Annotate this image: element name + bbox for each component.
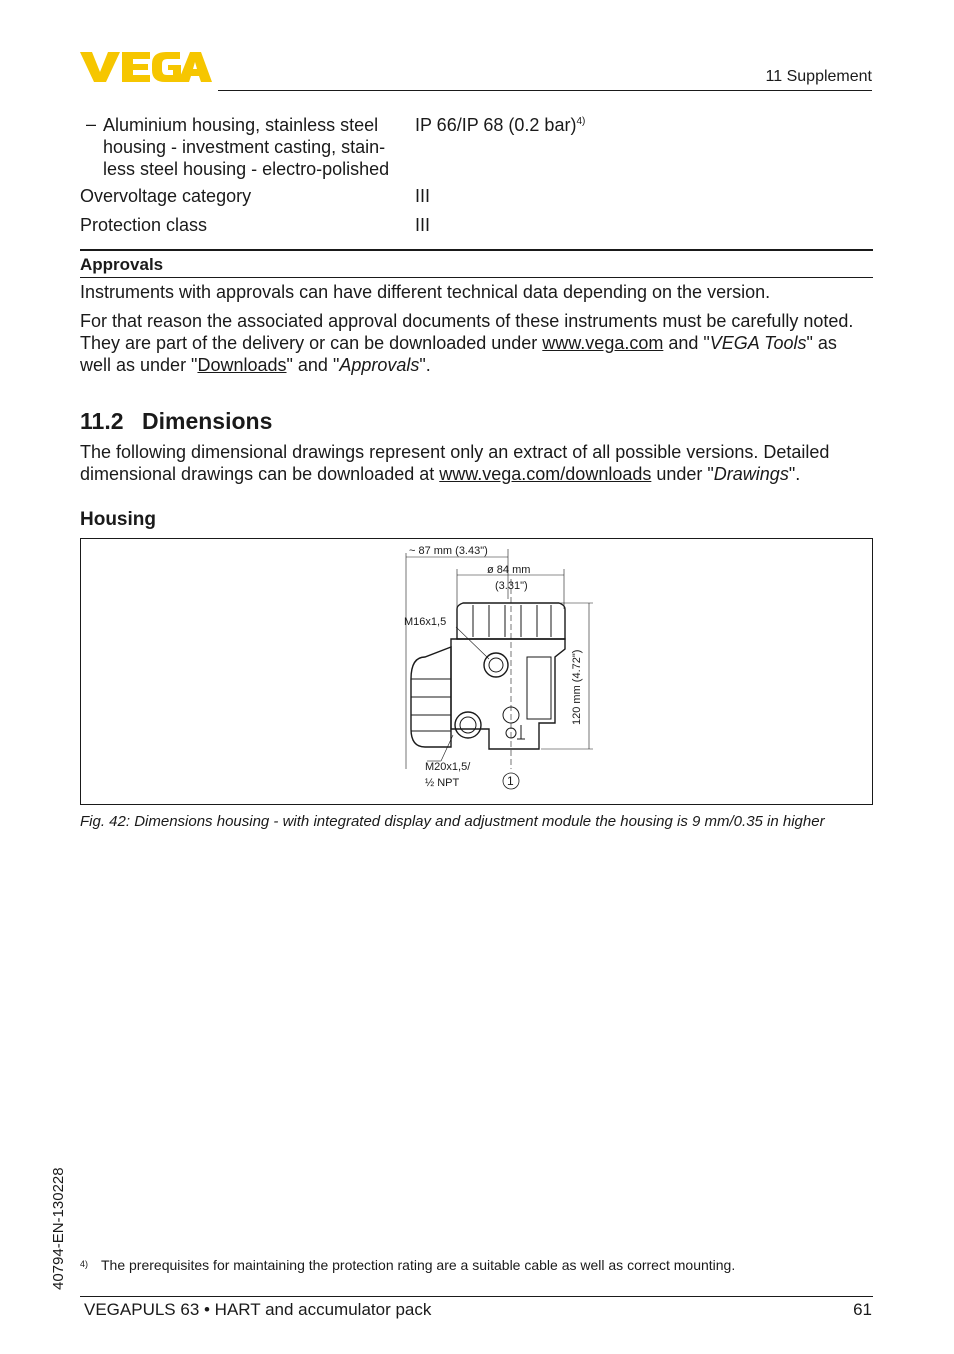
figure-caption: Fig. 42: Dimensions housing - with integrated display and adjustment module the housing is 9 mm/0.35 in higher [80,813,825,830]
footer-title: VEGAPULS 63 • HART and accumulator pack [84,1300,432,1319]
dim-height-label: 120 mm (4.72") [571,649,583,725]
spec-protection-label: Protection class [80,215,208,235]
thread-top-label: M16x1,5 [404,616,447,628]
thread-bottom-label: M20x1,5/ [425,761,471,773]
section-title: 11.2 Dimensions [80,408,273,434]
document-id: 40794-EN-130228 [50,1167,67,1290]
footnote-ref[interactable]: 4) [576,116,586,127]
spec-overvoltage-label: Overvoltage category [80,186,252,206]
page-number: 61 [853,1300,872,1319]
footnote-text: The prerequisites for maintaining the protection rating are a suitable cable as well as correct mounting. [101,1257,736,1273]
dim-diameter-label: ø 84 mm [487,564,531,576]
housing-drawing-frame [80,538,873,805]
spec-protection-value: III [415,215,431,235]
approvals-rule [80,277,873,278]
spec-overvoltage-value: III [415,186,431,206]
spec-housing-label: Aluminium housing, stainless steel housing - investment casting, stain-less steel housing - electro-polished [103,115,390,179]
callout-number: 1 [507,774,514,788]
thread-bottom-npt-label: ½ NPT [425,777,460,789]
list-dash: – [86,114,97,134]
dim-width-label: ~ 87 mm (3.43") [409,545,488,557]
approvals-heading: Approvals [80,255,164,274]
downloads-link[interactable]: Downloads [197,355,287,375]
dim-diameter-inch-label: (3.31") [495,580,528,592]
housing-drawing [81,539,872,804]
dimensions-paragraph: The following dimensional drawings represent only an extract of all possible versions. Detailed dimensional drawings can be downloaded at www.vega.com/downloads under "Drawings". [80,442,830,484]
vega-link[interactable]: www.vega.com [542,333,664,353]
footer-rule [80,1296,873,1297]
spec-housing-value: IP 66/IP 68 (0.2 bar)$^{4)}$ [415,115,586,135]
housing-heading: Housing [80,509,156,530]
approvals-paragraph-2: For that reason the associated approval documents of these instruments must be carefully noted. They are part of the delivery or can be downloaded under www.vega.com and "VEGA Tools" as well as under "Downloads" and "Approvals". [80,311,854,375]
approvals-paragraph-1: Instruments with approvals can have different technical data depending on the version. [80,282,771,302]
section-rule [80,249,873,251]
downloads-url-link[interactable]: www.vega.com/downloads [439,464,652,484]
header-rule [218,90,872,91]
footnote-mark: 4) [80,1259,89,1269]
section-label: 11 Supplement [765,68,872,85]
vega-logo [80,50,212,84]
